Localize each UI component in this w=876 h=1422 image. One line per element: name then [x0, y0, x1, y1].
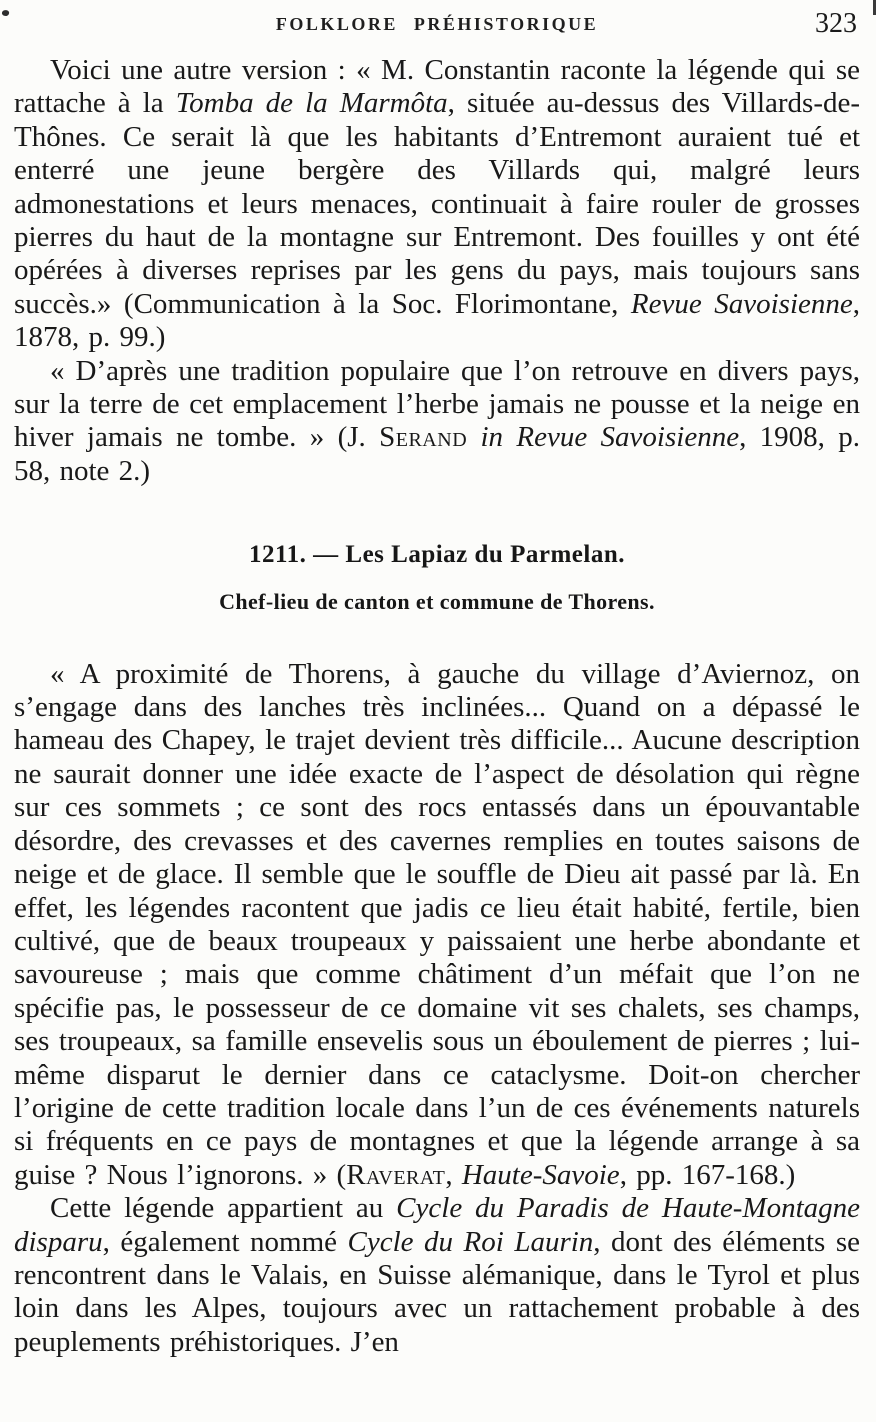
text-segment: « A proximité de Thorens, à gauche du village d’Aviernoz, on s’engage dans des lanches très inclinées... Quand on a dépassé le hameau des Chapey, le trajet devient très difficile... Aucune description ne saurait donner une idée exacte de l’aspect de désolation qui règne sur ces sommets ; ce sont des rocs entassés dans un épouvantable désordre, des crevasses et des cavernes remplies en toutes saisons de neige et de glace. Il semble que le souffle de Dieu ait passé par là. En effet, les légendes racontent que jadis ce lieu était habité, fertile, bien cultivé, que de beaux troupeaux y paissaient une herbe abondante et savoureuse ; mais que comme châtiment d’un méfait que l’on ne spécifie pas, le possesseur de ce domaine vit ses chalets, ses champs, ses troupeaux, sa famille ensevelis sous un éboulement de pierres ; lui-même disparut le dernier dans ce cataclysme. Doit-on chercher l’origine de cette tradition locale dans l’un de ces événements naturels si fréquents en ce pays de montagnes et que la légende arrange à sa guise ? Nous l’ignorons. » (: [14, 657, 860, 1191]
text-segment: , pp. 167-168.): [619, 1158, 796, 1191]
text-segment: ,: [445, 1158, 462, 1191]
paragraph-version-constantin: [14, 54, 860, 355]
text-segment-smallcaps: Serand: [379, 421, 468, 454]
text-segment: , également nommé: [102, 1225, 348, 1258]
text-segment-italic: in Revue Savoisienne: [480, 421, 740, 454]
page-number: 323: [815, 8, 857, 39]
text-segment-italic: Tomba de la Marmôta: [175, 87, 448, 120]
running-header-title: FOLKLORE PRÉHISTORIQUE: [275, 14, 599, 34]
text-segment: [467, 421, 480, 453]
text-segment: , 1908, p. 58, note 2.): [14, 421, 861, 487]
paragraph-tradition-populaire: [14, 355, 860, 489]
entry-subheading: Chef-lieu de canton et commune de Thorens.: [219, 589, 655, 615]
text-segment-smallcaps: Raverat: [346, 1158, 446, 1191]
scan-artifact-dot: [1, 9, 10, 17]
text-segment: , dont des éléments se rencontrent dans le Valais, en Suisse alémanique, dans le Tyrol et plus loin dans les Alpes, toujours avec un rattachement probable à des peuplements préhistoriques. J’en: [14, 1225, 860, 1358]
text-segment-italic: Cycle du Roi Laurin: [347, 1225, 594, 1258]
text-segment: , située au-dessus des Villards-de-Thônes. Ce serait là que les habitants d’Entremont auraient tué et enterré une jeune bergère des Villards qui, malgré leurs admonestations et leurs menaces, continuait à faire rouler de grosses pierres du haut de la montagne sur Entremont. Des fouilles y ont été opérées à diverses reprises par les gens du pays, mais toujours sans succès.» (Communication à la Soc. Florimontane,: [14, 87, 861, 320]
entry-heading: 1211. — Les Lapiaz du Parmelan.: [249, 541, 625, 569]
paragraph-proximite-thorens: [14, 658, 860, 1193]
text-segment-italic: Cycle du Paradis de Haute-Montagne disparu: [14, 1192, 860, 1258]
paragraph-cycle-paradis: [14, 1192, 860, 1359]
text-segment: , 1878, p. 99.): [14, 287, 860, 354]
text-segment: Cette légende appartient au: [50, 1192, 397, 1225]
text-segment: Voici une autre version : « M. Constantin raconte la légende qui se rattache à la: [14, 54, 860, 120]
text-segment-italic: Revue Savoisienne: [630, 287, 853, 320]
text-segment-italic: Haute-Savoie: [461, 1158, 620, 1191]
running-header: [14, 8, 860, 54]
text-segment: « D’après une tradition populaire que l’on retrouve en divers pays, sur la terre de cet emplacement l’herbe jamais ne pousse et la neige en hiver jamais ne tombe. » (J.: [14, 354, 860, 454]
